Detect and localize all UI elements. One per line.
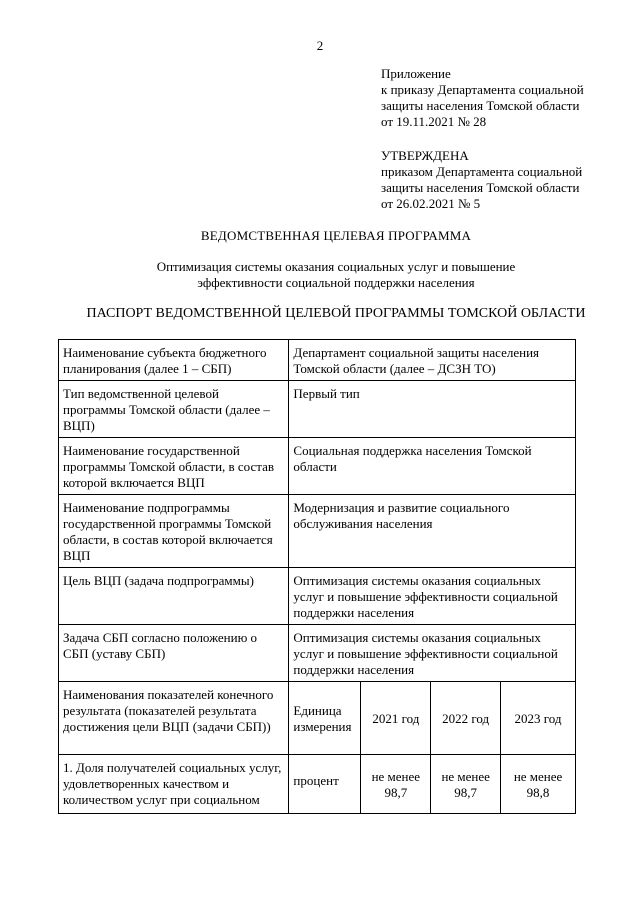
subtitle-line: Оптимизация системы оказания социальных услуг и повышение: [156, 259, 516, 274]
passport-table: [58, 339, 576, 814]
page-number: 2: [316, 38, 324, 53]
value-prefix: не менее: [513, 769, 563, 784]
table-row: [59, 381, 576, 438]
indicator-row: [59, 755, 576, 814]
year-2021-header: 2021 год: [361, 682, 431, 755]
row-label: Тип ведомственной целевой программы Томской области (далее – ВЦП): [59, 381, 289, 438]
approved-line: от 26.02.2021 № 5: [381, 196, 481, 211]
value-number: 98,7: [454, 785, 478, 800]
indicator-unit: процент: [289, 755, 361, 814]
indicator-value-2021: [361, 755, 431, 814]
row-label: Цель ВЦП (задача подпрограммы): [59, 568, 289, 625]
value-number: 98,7: [384, 785, 408, 800]
value-prefix: не менее: [371, 769, 421, 784]
row-label: Наименование субъекта бюджетного планирования (далее 1 – СБП): [59, 340, 289, 381]
table-row: [59, 495, 576, 568]
row-label: Задача СБП согласно положению о СБП (уставу СБП): [59, 625, 289, 682]
passport-title: ПАСПОРТ ВЕДОМСТВЕННОЙ ЦЕЛЕВОЙ ПРОГРАММЫ ТОМСКОЙ ОБЛАСТИ: [86, 306, 586, 321]
indicators-header-row: [59, 682, 576, 755]
row-label: Наименование подпрограммы государственной программы Томской области, в состав которой включается ВЦП: [59, 495, 289, 568]
table-row: [59, 625, 576, 682]
approved-line: УТВЕРЖДЕНА: [381, 148, 469, 163]
appendix-line: защиты населения Томской области: [381, 98, 580, 113]
row-value: Первый тип: [289, 381, 576, 438]
indicator-value-2022: [431, 755, 501, 814]
subtitle-line: эффективности социальной поддержки населения: [197, 275, 475, 290]
table-row: [59, 438, 576, 495]
table-row: [59, 568, 576, 625]
indicators-header-label: Наименования показателей конечного результата (показателей результата достижения цели ВЦП (задачи СБП)): [59, 682, 289, 755]
year-2022-header: 2022 год: [431, 682, 501, 755]
table-row: [59, 340, 576, 381]
value-prefix: не менее: [441, 769, 490, 784]
appendix-line: Приложение: [381, 66, 451, 81]
approved-line: защиты населения Томской области: [381, 180, 580, 195]
program-subtitle: [0, 259, 640, 291]
indicator-value-2023: [501, 755, 576, 814]
document-title: ВЕДОМСТВЕННАЯ ЦЕЛЕВАЯ ПРОГРАММА: [200, 228, 472, 243]
approved-line: приказом Департамента социальной: [381, 164, 583, 179]
value-number: 98,8: [526, 785, 550, 800]
appendix-block: [381, 66, 621, 130]
row-value: Оптимизация системы оказания социальных услуг и повышение эффективности социальной поддержки населения: [289, 625, 576, 682]
appendix-line: от 19.11.2021 № 28: [381, 114, 487, 129]
unit-header: Единица измерения: [289, 682, 361, 755]
row-value: Оптимизация системы оказания социальных услуг и повышение эффективности социальной поддержки населения: [289, 568, 576, 625]
row-value: Социальная поддержка населения Томской области: [289, 438, 576, 495]
row-value: Департамент социальной защиты населения Томской области (далее – ДСЗН ТО): [289, 340, 576, 381]
year-2023-header: 2023 год: [501, 682, 576, 755]
row-label: Наименование государственной программы Томской области, в состав которой включается ВЦП: [59, 438, 289, 495]
appendix-line: к приказу Департамента социальной: [381, 82, 584, 97]
approved-block: [381, 148, 621, 212]
row-value: Модернизация и развитие социального обслуживания населения: [289, 495, 576, 568]
indicator-label: 1. Доля получателей социальных услуг, удовлетворенных качеством и количеством услуг при социальном: [59, 755, 289, 814]
